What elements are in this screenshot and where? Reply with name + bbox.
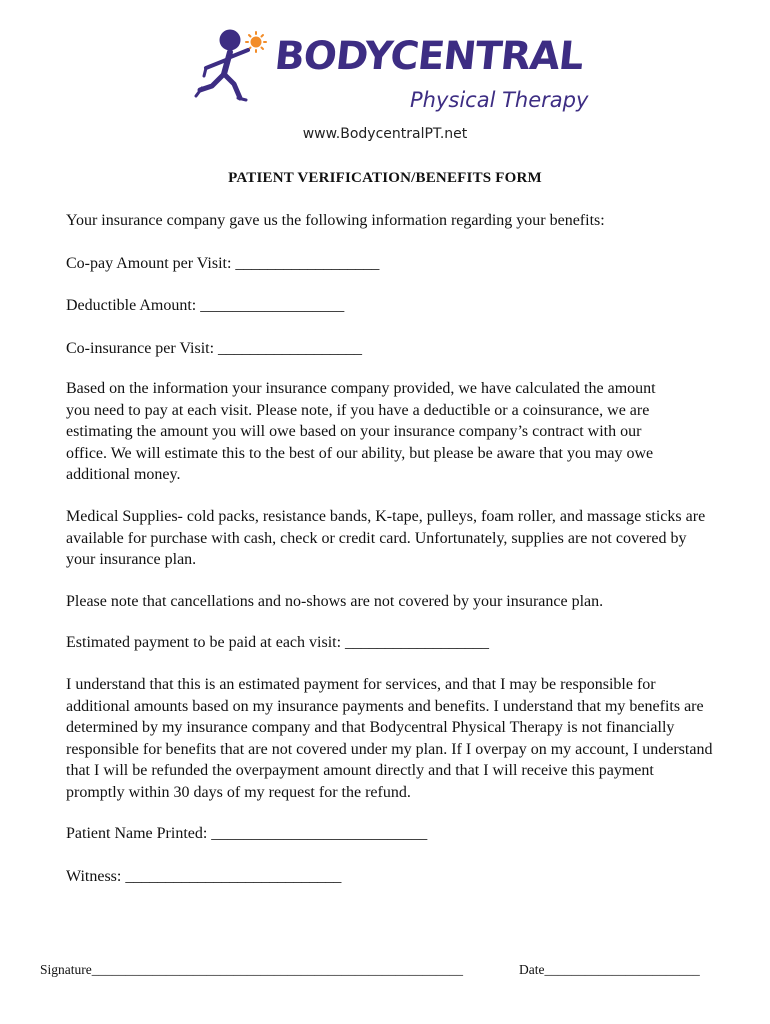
acknowledgement-paragraph: I understand that this is an estimated payment for services, and that I may be responsible for additional amounts based on my insurance payments and benefits. I understand that my benefits are determined by my insurance company and that Bodycentral Physical Therapy is not financially responsible for benefits that are not covered under my plan. If I overpay on my account, I understand that I will be refunded the overpayment amount directly and that I will receive this payment promptly within 30 days of my request for the refund.: [66, 676, 713, 801]
brand-tagline: Physical Therapy: [410, 88, 589, 112]
date-field: Date_______________________: [519, 962, 700, 977]
patient-name-field: Patient Name Printed: ___________________________: [66, 825, 428, 842]
deductible-field: Deductible Amount: __________________: [66, 297, 345, 314]
copay-field: Co-pay Amount per Visit: __________________: [66, 255, 380, 272]
brand-name: BODYCENTRAL: [272, 34, 586, 79]
cancellations-paragraph: Please note that cancellations and no-shows are not covered by your insurance plan.: [66, 593, 604, 610]
signature-field: Signature_______________________________________________________: [40, 962, 463, 977]
estimated-payment-field: Estimated payment to be paid at each visit: __________________: [66, 634, 490, 651]
running-figure-with-sun-icon: [192, 26, 272, 106]
website-url: www.BodycentralPT.net: [302, 126, 468, 142]
form-title: PATIENT VERIFICATION/BENEFITS FORM: [228, 170, 542, 186]
coinsurance-field: Co-insurance per Visit: __________________: [66, 340, 363, 357]
witness-field: Witness: ___________________________: [66, 868, 342, 885]
supplies-paragraph: Medical Supplies- cold packs, resistance bands, K-tape, pulleys, foam roller, and massage sticks are available for purchase with cash, check or credit card. Unfortunately, supplies are not covered by your insurance plan.: [66, 508, 706, 568]
calculation-paragraph: Based on the information your insurance company provided, we have calculated the amount you need to pay at each visit. Please note, if you have a deductible or a coinsurance, we are estimating the amount you will owe based on your insurance company’s contract with our office. We will estimate this to the best of our ability, but please be aware that you may owe additional money.: [66, 380, 656, 483]
intro-text: Your insurance company gave us the following information regarding your benefits:: [66, 212, 605, 229]
bodycentral-logo: [192, 26, 589, 126]
